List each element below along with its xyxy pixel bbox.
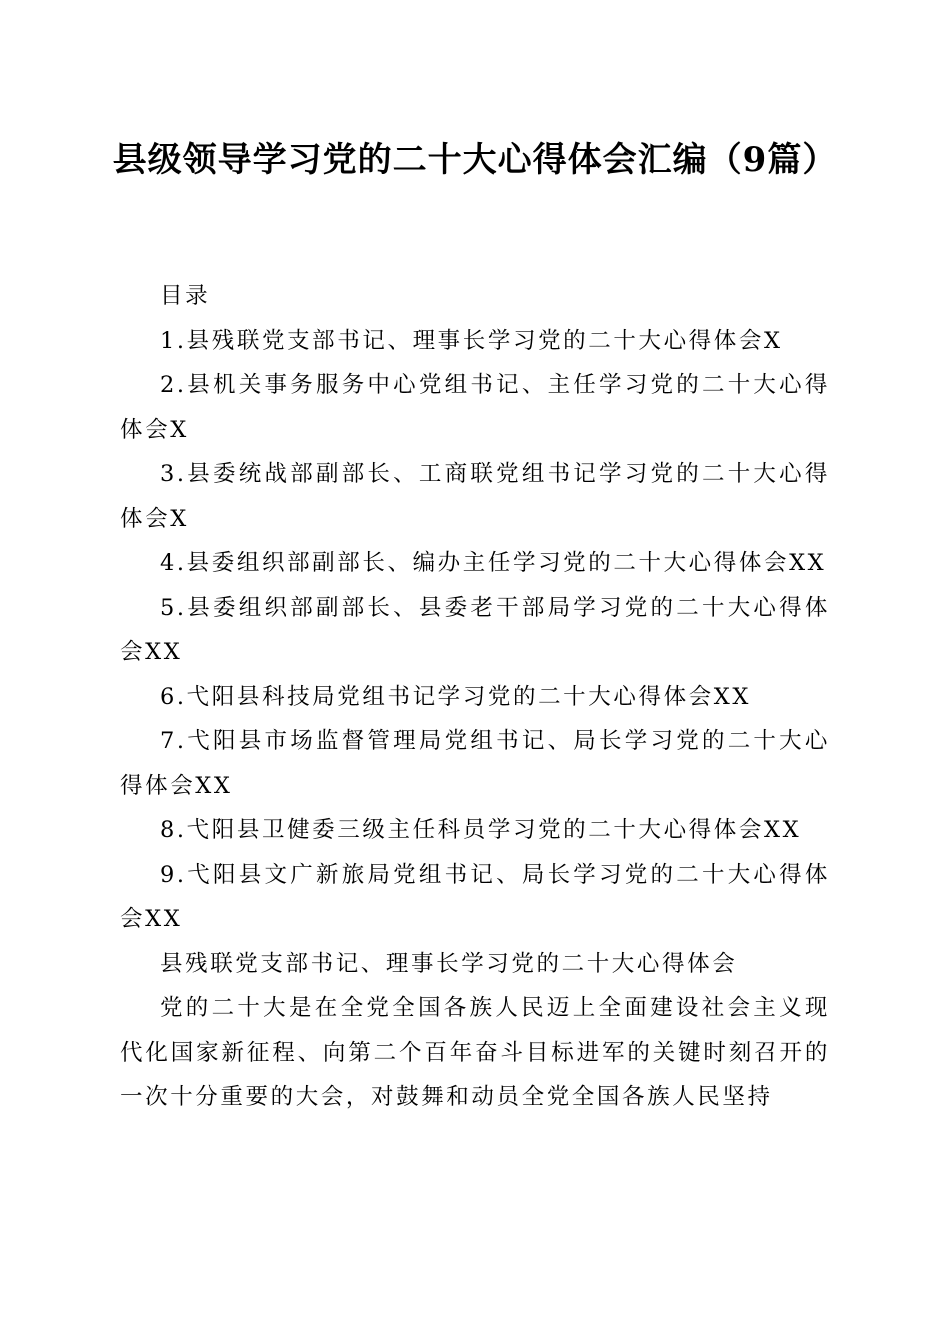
toc-item: 7.弋阳县市场监督管理局党组书记、局长学习党的二十大心得体会XX (120, 728, 830, 799)
toc-item: 4.县委组织部副部长、编办主任学习党的二十大心得体会XX (160, 550, 827, 576)
document-title: 县级领导学习党的二十大心得体会汇编（9篇） (112, 140, 838, 180)
section-title: 县残联党支部书记、理事长学习党的二十大心得体会 (160, 950, 738, 977)
toc-item: 6.弋阳县科技局党组书记学习党的二十大心得体会XX (160, 683, 752, 710)
toc-item: 5.县委组织部副部长、县委老干部局学习党的二十大心得体会XX (120, 594, 830, 665)
document-body (120, 274, 830, 1120)
toc-item: 3.县委统战部副部长、工商联党组书记学习党的二十大心得体会X (120, 461, 830, 532)
toc-item: 1.县残联党支部书记、理事长学习党的二十大心得体会X (160, 327, 783, 354)
toc-heading: 目录 (160, 283, 211, 309)
toc-item: 2.县机关事务服务中心党组书记、主任学习党的二十大心得体会X (120, 372, 830, 443)
toc-item: 9.弋阳县文广新旅局党组书记、局长学习党的二十大心得体会XX (120, 861, 830, 932)
body-paragraph: 党的二十大是在全党全国各族人民迈上全面建设社会主义现代化国家新征程、向第二个百年奋斗目标进军的关键时刻召开的一次十分重要的大会，对鼓舞和动员全党全国各族人民坚持 (120, 995, 830, 1110)
toc-item: 8.弋阳县卫健委三级主任科员学习党的二十大心得体会XX (160, 817, 802, 843)
